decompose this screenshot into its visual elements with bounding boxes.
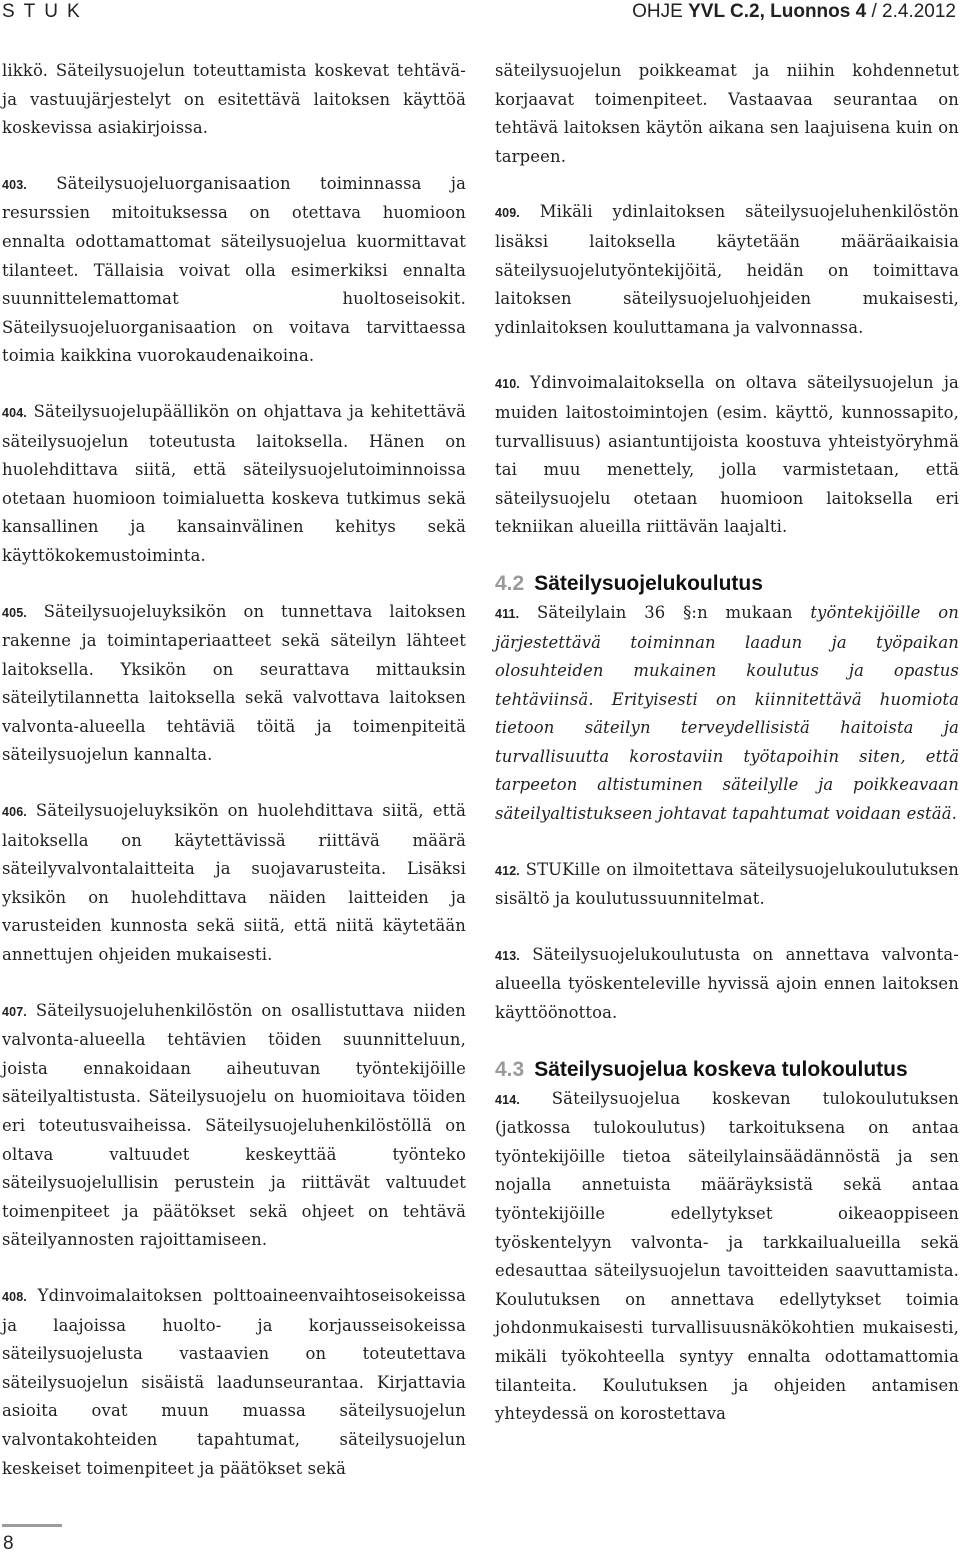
section-number: 4.3 xyxy=(495,1057,525,1081)
paragraph-text: Säteilysuojelukoulutusta on annettava valvonta-alueella työskenteleville hyvissä ajoin ennen laitoksen käyttöönottoa. xyxy=(495,944,959,1023)
paragraph-412 xyxy=(495,856,959,914)
paragraph-406 xyxy=(2,797,466,970)
paragraph-413 xyxy=(495,941,959,1028)
paragraph-text: Säteilysuojeluyksikön on tunnettava laitoksen rakenne ja toimintaperiaatteet sekä säteilyn lähteet laitoksella. Yksikön on seurattava mittauksin säteilytilannetta laitoksella sekä valvottava laitoksen valvonta-alueella tehtäviä töitä ja toimenpiteitä säteilysuojelun kannalta. xyxy=(2,601,466,765)
paragraph-403 xyxy=(2,170,466,371)
paragraph-text: Säteilysuojeluhenkilöstön on osallistuttava niiden valvonta-alueella tehtävien töiden suunnitteluun, joista ennakoidaan aiheutuvan työntekijöille säteilyaltistusta. Säteilysuojelu on huomioitava töiden eri toteutusvaiheissa. Säteilysuojeluhenkilöstöllä on oltava valtuudet keskeyttää työnteko säteilysuojelullisin perustein ja riittävät valtuudet toimenpiteet ja päätökset sekä ohjeet on tehtävä säteilyannosten rajoittamiseen. xyxy=(2,1000,466,1250)
section-heading-4-2 xyxy=(495,569,959,599)
brand-logo-text: STUK xyxy=(2,1,89,22)
paragraph-number: 406. xyxy=(2,805,27,820)
paragraph-409 xyxy=(495,198,959,342)
paragraph-number: 403. xyxy=(2,177,27,192)
paragraph-number: 407. xyxy=(2,1004,27,1019)
paragraph-text: Säteilysuojeluorganisaation toiminnassa ja resurssien mitoituksessa on otettava huomioon ennalta odottamattomat säteilysuojelua kuormittavat tilanteet. Tällaisia voivat olla esimerkiksi ennalta suunnittelemattomat huoltoseisokit. Säteilysuojeluorganisaation on voitava tarvittaessa toimia kaikkina vuorokaudenaikoina. xyxy=(2,173,466,366)
guide-label: OHJE xyxy=(632,1,683,22)
section-heading-4-3 xyxy=(495,1055,959,1085)
paragraph-405 xyxy=(2,598,466,771)
paragraph-number: 412. xyxy=(495,863,520,878)
paragraph-number: 411. xyxy=(495,606,520,621)
paragraph-text: Säteilysuojeluyksikön on huolehdittava siitä, että laitoksella on käytettävissä riittävä määrä säteilyvalvontalaitteita ja suojavarusteita. Lisäksi yksikön on huolehdittava näiden laitteiden ja varusteiden kunnosta sekä siitä, että niitä käytetään annettujen ohjeiden mukaisesti. xyxy=(2,801,466,965)
page-header xyxy=(0,0,960,26)
footer-rule xyxy=(2,1524,62,1527)
paragraph-408 xyxy=(2,1282,466,1483)
paragraph-407 xyxy=(2,997,466,1255)
paragraph-text: Mikäli ydinlaitoksen säteilysuojeluhenkilöstön lisäksi laitoksella käytetään määräaikaisia säteilysuojelutyöntekijöitä, heidän on toimittava laitoksen säteilysuojeluohjeiden mukaisesti, ydinlaitoksen kouluttamana ja valvonnassa. xyxy=(495,202,959,337)
paragraph-text: Säteilylain 36 §:n mukaan xyxy=(536,602,793,622)
paragraph-text: Ydinvoimalaitoksella on oltava säteilysuojelun ja muiden laitostoimintojen (esim. käyttö, kunnossapito, turvallisuus) asiantuntijoista koostuva yhteistyöryhmä tai muu menettely, jolla varmistetaan, että säteilysuojelu otetaan huomioon laitoksella eri tekniikan alueilla riittävän laajalti. xyxy=(495,373,959,537)
paragraph-intro-right: säteilysuojelun poikkeamat ja niihin kohdennetut korjaavat toimenpiteet. Vastaavaa seurantaa on tehtävä laitoksen käytön aikana sen laajuisena kuin on tarpeen. xyxy=(495,61,959,166)
paragraph-text: Ydinvoimalaitoksen polttoaineenvaihtoseisokeissa ja laajoissa huolto- ja korjausseisokeissa säteilysuojelusta vastaavien on toteutettava säteilysuojelun sisäistä laadunseurantaa. Kirjattavia asioita ovat muun muassa säteilysuojelun valvontakohteiden tapahtumat, säteilysuojelun keskeiset toimenpiteet ja päätökset sekä xyxy=(2,1285,466,1478)
section-number: 4.2 xyxy=(495,571,525,595)
left-column xyxy=(2,57,466,1510)
paragraph-number: 408. xyxy=(2,1289,27,1304)
quoted-law-text: työntekijöille on järjestettävä toiminnan laadun ja työpaikan olosuhteiden mukainen koulutus ja opastus tehtäviinsä. Erityisesti on kiinnitettävä huomiota tietoon säteilyn terveydellisistä haitoista ja turvallisuutta korostaviin työtapoihin siten, että tarpeeton altistuminen säteilylle ja poikkeavaan säteilyaltistukseen johtavat tapahtumat voidaan estää. xyxy=(495,602,959,824)
paragraph-number: 405. xyxy=(2,605,27,620)
paragraph-number: 404. xyxy=(2,405,27,420)
paragraph-intro-left: likkö. Säteilysuojelun toteuttamista koskevat tehtävä- ja vastuujärjestelyt on esitettävä laitoksen käyttöä koskevissa asiakirjoissa. xyxy=(2,61,466,138)
right-column xyxy=(495,57,959,1456)
paragraph-404 xyxy=(2,398,466,571)
section-title: Säteilysuojelua koskeva tulokoulutus xyxy=(534,1057,908,1081)
document-date: / 2.4.2012 xyxy=(871,1,956,22)
section-title: Säteilysuojelukoulutus xyxy=(534,571,763,595)
paragraph-410 xyxy=(495,369,959,542)
paragraph-number: 413. xyxy=(495,948,520,963)
paragraph-414 xyxy=(495,1085,959,1429)
paragraph-411 xyxy=(495,599,959,829)
paragraph-text: STUKille on ilmoitettava säteilysuojelukoulutuksen sisältö ja koulutussuunnitelmat. xyxy=(495,859,959,909)
paragraph-number: 410. xyxy=(495,377,520,392)
paragraph-number: 414. xyxy=(495,1092,520,1107)
paragraph-text: Säteilysuojelupäällikön on ohjattava ja kehitettävä säteilysuojelun toteutusta laitoksella. Hänen on huolehdittava siitä, että säteilysuojelutoiminnoissa otetaan huomioon toimialuetta koskeva tutkimus sekä kansallinen ja kansainvälinen kehitys sekä käyttökokemustoiminta. xyxy=(2,401,466,565)
document-reference xyxy=(632,1,956,23)
page-number: 8 xyxy=(3,1533,14,1554)
paragraph-number: 409. xyxy=(495,206,520,221)
paragraph-text: Säteilysuojelua koskevan tulokoulutuksen (jatkossa tulokoulutus) tarkoituksena on antaa työntekijöille tietoa säteilylainsäädännöstä ja sen nojalla annetuista määräyksistä sekä antaa työntekijöille edellytykset oikeaoppiseen työskentelyyn valvonta- ja tarkkailualueilla sekä edesauttaa säteilysuojelun tavoitteiden saavuttamista. Koulutuksen on annettava edellytykset toimia johdonmukaisesti turvallisuusnäkökohtien mukaisesti, mikäli työkohteella syntyy ennalta odottamattomia tilanteita. Koulutuksen ja ohjeiden antamisen yhteydessä on korostettava xyxy=(495,1088,959,1424)
guide-code: YVL C.2, Luonnos 4 xyxy=(688,1,867,22)
